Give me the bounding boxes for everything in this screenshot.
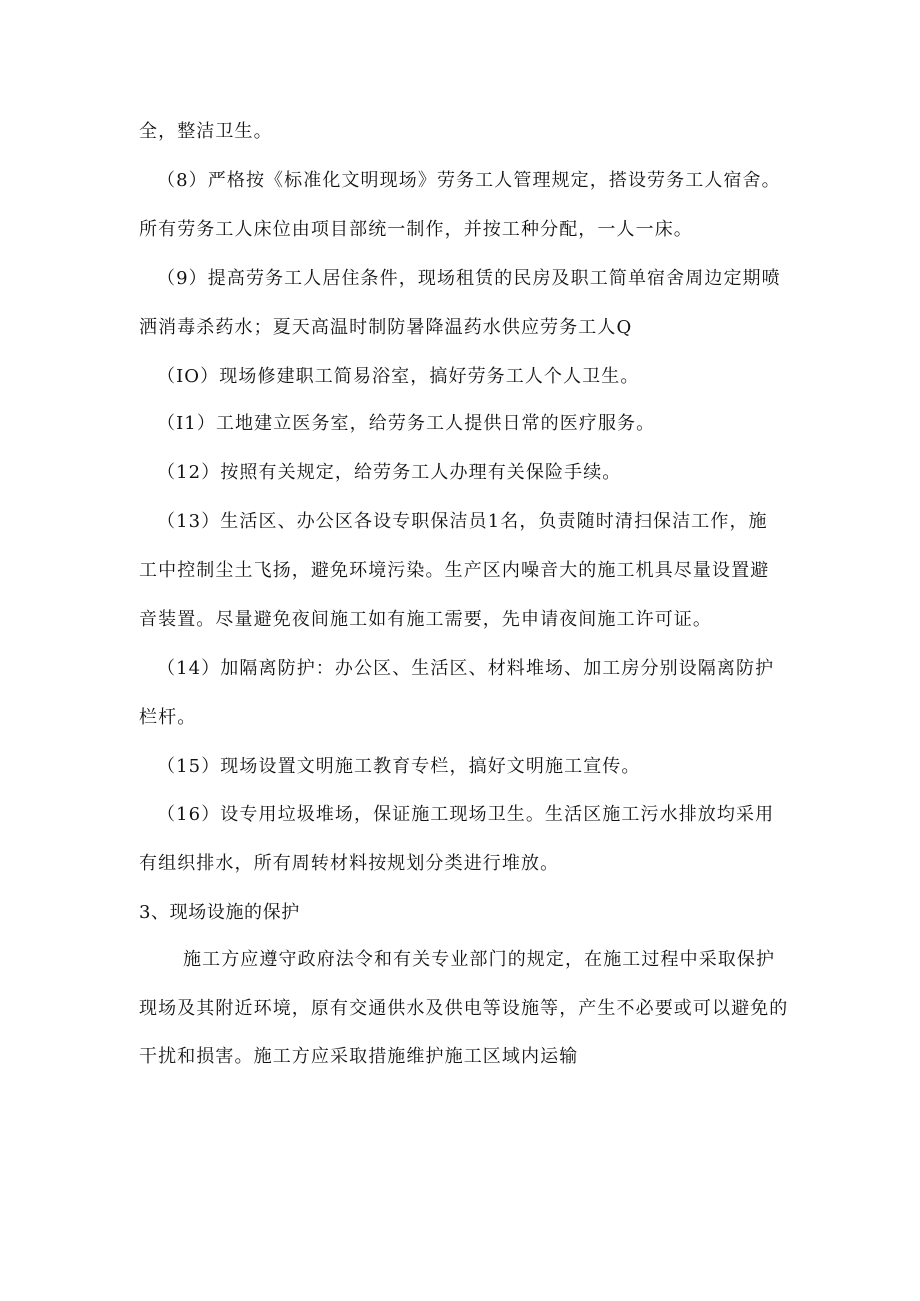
text-line: 现场及其附近环境，原有交通供水及供电等设施等，产生不必要或可以避免的	[139, 998, 789, 1019]
text-line: （IO）现场修建职工简易浴室，搞好劳务工人个人卫生。	[157, 366, 640, 387]
text-line: 所有劳务工人床位由项目部统一制作，并按工种分配，一人一床。	[139, 219, 693, 240]
text-line: （9）提高劳务工人居住条件，现场租赁的民房及职工简单宿舍周边定期喷	[157, 268, 781, 289]
text-line: （8）严格按《标准化文明现场》劳务工人管理规定，搭设劳务工人宿舍。	[157, 170, 781, 191]
text-line: （13）生活区、办公区各设专职保洁员1名，负责随时清扫保洁工作，施	[157, 511, 768, 532]
text-line: 施工方应遵守政府法令和有关专业部门的规定，在施工过程中采取保护	[183, 949, 776, 970]
text-line: 音装置。尽量避免夜间施工如有施工需要，先申请夜间施工许可证。	[139, 609, 712, 630]
text-line: （16）设专用垃圾堆场，保证施工现场卫生。生活区施工污水排放均采用	[157, 804, 775, 825]
text-line: 干扰和损害。施工方应采取措施维护施工区域内运输	[139, 1046, 579, 1067]
text-line: （I1）工地建立医务室，给劳务工人提供日常的医疗服务。	[157, 413, 656, 434]
text-line: （15）现场设置文明施工教育专栏，搞好文明施工宣传。	[157, 756, 641, 777]
text-line: 工中控制尘土飞扬，避免环境污染。生产区内噪音大的施工机具尽量设置避	[139, 560, 770, 581]
text-line: （12）按照有关规定，给劳务工人办理有关保险手续。	[157, 462, 622, 483]
text-line: 有组织排水，所有周转材料按规划分类进行堆放。	[139, 853, 560, 874]
text-line: 栏杆。	[139, 707, 197, 728]
text-line: 全，整洁卫生。	[139, 121, 273, 142]
section-heading: 3、现场设施的保护	[139, 902, 300, 923]
text-line: （14）加隔离防护：办公区、生活区、材料堆场、加工房分别设隔离防护	[157, 658, 775, 679]
text-line: 洒消毒杀药水；夏天高温时制防暑降温药水供应劳务工人Q	[139, 317, 633, 338]
